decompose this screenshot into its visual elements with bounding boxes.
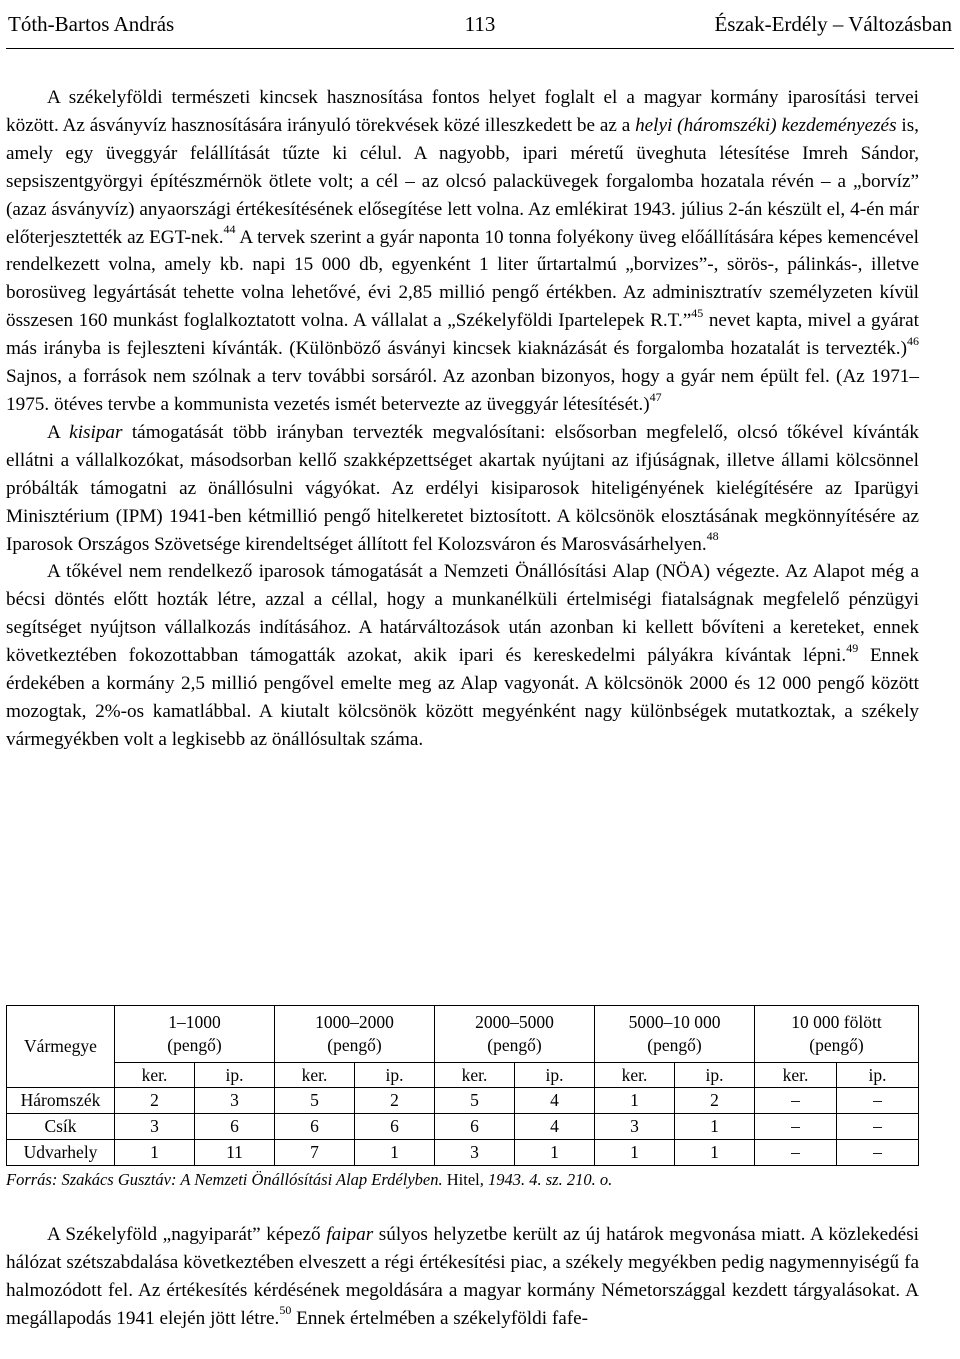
table-cell: –: [837, 1140, 919, 1166]
table-cell: 3: [595, 1114, 675, 1140]
page-header: [6, 0, 954, 49]
subheader-ip: ip.: [195, 1063, 275, 1088]
table-cell: 4: [515, 1088, 595, 1114]
subheader-ip: ip.: [515, 1063, 595, 1088]
table-cell: –: [755, 1140, 837, 1166]
table-row: [7, 1088, 919, 1114]
table-cell: –: [755, 1114, 837, 1140]
table-cell: 7: [275, 1140, 355, 1166]
table-cell: 6: [275, 1114, 355, 1140]
main-text: [6, 84, 919, 754]
column-group-header: 5000–10 000 (pengő): [595, 1006, 755, 1063]
table-cell: –: [837, 1088, 919, 1114]
subheader-ker: ker.: [115, 1063, 195, 1088]
table-cell: 11: [195, 1140, 275, 1166]
table-cell: 1: [115, 1140, 195, 1166]
paragraph-glass-factory: A székelyföldi természeti kincsek hasznosítása fontos helyet foglalt el a magyar kormány iparosítási tervei között. Az ásványvíz hasznosítására irányuló törekvések közé illeszkedett be az a helyi (háromszéki) kezdeményezés is, amely egy üveggyár felállítását tűzte ki célul. A nagyobb, ipari méretű üveghuta létesítése Imreh Sándor, sepsiszentgyörgyi építészmérnök ötlete volt; a cél – az olcsó palacküvegek forgalomba hozatala révén – a „borvíz” (azaz ásványvíz) anyaországi értékesítésének elősegítése lett volna. Az emlékirat 1943. július 2-án készült el, 4-én már előterjesztették az EGT-nek.$^{44}$ A tervek szerint a gyár naponta 10 tonna folyékony üveg előállítására képes kemencével rendelkezett volna, amely kb. napi 15 000 db, egyenként 1 liter űrtartalmú „borvizes”-, sörös-, pálinkás-, illetve borosüveg legyártását tehette volna lehetővé, évi 2,85 millió pengő értékben. Az adminisztratív személyzeten kívül összesen 160 munkást foglalkoztatott volna. A vállalat a „Székelyföldi Ipartelepek R.T.”$^{45}$ nevet kapta, mivel a gyárat más irányba is fejleszteni kívánták. (Különböző ásványi kincsek kiaknázását és forgalomba hozatalát is tervezték.)$^{46}$ Sajnos, a források nem szólnak a terv további sorsáról. Az azonban bizonyos, hogy a gyár nem épült fel. (Az 1971–1975. ötéves tervbe a kommunista vezetés ismét betervezte az üveggyár létesítését.)$^{47}$: [6, 87, 919, 415]
footnote-ref-45: 45: [691, 305, 704, 320]
table-cell: 6: [435, 1114, 515, 1140]
row-county: Csík: [7, 1114, 115, 1140]
table-cell: 2: [355, 1088, 435, 1114]
table-cell: 5: [435, 1088, 515, 1114]
footnote-ref-49: 49: [846, 640, 859, 655]
header-title: Észak-Erdély – Változásban: [714, 12, 952, 36]
header-author: Tóth-Bartos András: [8, 12, 175, 36]
table-cell: 1: [675, 1114, 755, 1140]
table-cell: 1: [675, 1140, 755, 1166]
footnote-ref-48: 48: [706, 529, 719, 544]
table-cell: 6: [195, 1114, 275, 1140]
subheader-ker: ker.: [435, 1063, 515, 1088]
table-subheader-row: [7, 1063, 919, 1088]
column-group-header: 1000–2000 (pengő): [275, 1006, 435, 1063]
table-cell: 3: [435, 1140, 515, 1166]
subheader-ip: ip.: [837, 1063, 919, 1088]
subheader-ker: ker.: [595, 1063, 675, 1088]
table-cell: –: [837, 1114, 919, 1140]
row-county: Háromszék: [7, 1088, 115, 1114]
table-cell: 4: [515, 1114, 595, 1140]
table-cell: 1: [595, 1140, 675, 1166]
emphasis-local-initiative: helyi (háromszéki) kezdeményezés: [635, 114, 897, 136]
subheader-ker: ker.: [275, 1063, 355, 1088]
footnote-ref-44: 44: [223, 222, 236, 237]
paragraph-noa-fund: A tőkével nem rendelkező iparosok támogatását a Nemzeti Önállósítási Alap (NÖA) végezte. Az Alapot még a bécsi döntés előtt hozták létre, azzal a céllal, hogy a munkanélküli értelmiségi fiatalságnak megfelelő pénzügyi segítséget nyújtson vállalkozás indításához. A határváltozások után azonban ki kellett bővíteni a kereteket, ennek következtében fokozottabban támogatták azokat, akik ipari és kereskedelmi pályákra kívántak lépni.$^{49}$ Ennek érdekében a kormány 2,5 millió pengővel emelte meg az Alap vagyonát. A kölcsönök 2000 és 12 000 pengő között mozogtak, 2%-os kamatlábbal. A kiutalt kölcsönök között megyénként nagy különbségek mutatkoztak, a székely vármegyékben volt a legkisebb az önállósultak száma.: [6, 561, 919, 750]
table-cell: 3: [195, 1088, 275, 1114]
footnote-ref-50: 50: [279, 1303, 292, 1318]
table-cell: 2: [675, 1088, 755, 1114]
paragraph-small-industry: A kisipar támogatását több irányban tervezték megvalósítani: elsősorban megfelelő, olcsó tőkével kívánták ellátni a vállalkozókat, másodsorban kellő szakképzettséget akartak nyújtani az ifjúságnak, illetve állami kölcsönnel próbálták támogatni az önállósulni vágyókat. Az erdélyi kisiparosok hiteligényének kielégítésére az Iparügyi Minisztérium (IPM) 1941-ben kétmillió pengő hitelkeretet biztosított. A kölcsönök elosztásának megkönnyítésére az Iparosok Országos Szövetsége kirendeltséget állított fel Kolozsváron és Marosvásárhelyen.$^{48}$: [6, 421, 919, 555]
table-cell: –: [755, 1088, 837, 1114]
loans-table: [6, 1005, 919, 1166]
subheader-ker: ker.: [755, 1063, 837, 1088]
table-cell: 5: [275, 1088, 355, 1114]
paragraph-wood-industry: A Székelyföld „nagyiparát” képező faipar súlyos helyzetbe került az új határok megvonása miatt. A közlekedési hálózat szétszabdalása következtében elveszett a régi értékesítési piac, a székely megyékben pedig nagymennyiségű fa halmozódott fel. Az értékesítés kérdésének megoldására a magyar kormány Németországgal kezdett tárgyalásokat. A megállapodás 1941 elején jött létre.$^{50}$ Ennek értelmében a székelyföldi fafe-: [6, 1224, 919, 1329]
main-text-continued: [6, 1221, 919, 1333]
journal-name: Hitel: [446, 1170, 480, 1189]
table-cell: 1: [595, 1088, 675, 1114]
table-cell: 3: [115, 1114, 195, 1140]
subheader-ip: ip.: [355, 1063, 435, 1088]
footnote-ref-47: 47: [649, 389, 662, 404]
column-group-header: 10 000 fölött (pengő): [755, 1006, 919, 1063]
table-source-note: Forrás: Szakács Gusztáv: A Nemzeti Önállósítási Alap Erdélyben. Hitel, 1943. 4. sz. 210. o.: [6, 1170, 613, 1189]
table-cell: 1: [515, 1140, 595, 1166]
footnote-ref-46: 46: [907, 333, 919, 348]
table-cell: 2: [115, 1088, 195, 1114]
emphasis-kisipar: kisipar: [69, 421, 123, 443]
subheader-ip: ip.: [675, 1063, 755, 1088]
column-group-header: 2000–5000 (pengő): [435, 1006, 595, 1063]
row-county: Udvarhely: [7, 1140, 115, 1166]
table-corner-header: Vármegye: [7, 1006, 115, 1088]
column-group-header: 1–1000 (pengő): [115, 1006, 275, 1063]
table-row: [7, 1114, 919, 1140]
table-row: [7, 1140, 919, 1166]
header-page-number: 113: [464, 12, 496, 36]
table-cell: 6: [355, 1114, 435, 1140]
table-header-row: [7, 1006, 919, 1063]
table-cell: 1: [355, 1140, 435, 1166]
emphasis-faipar: faipar: [326, 1224, 374, 1245]
